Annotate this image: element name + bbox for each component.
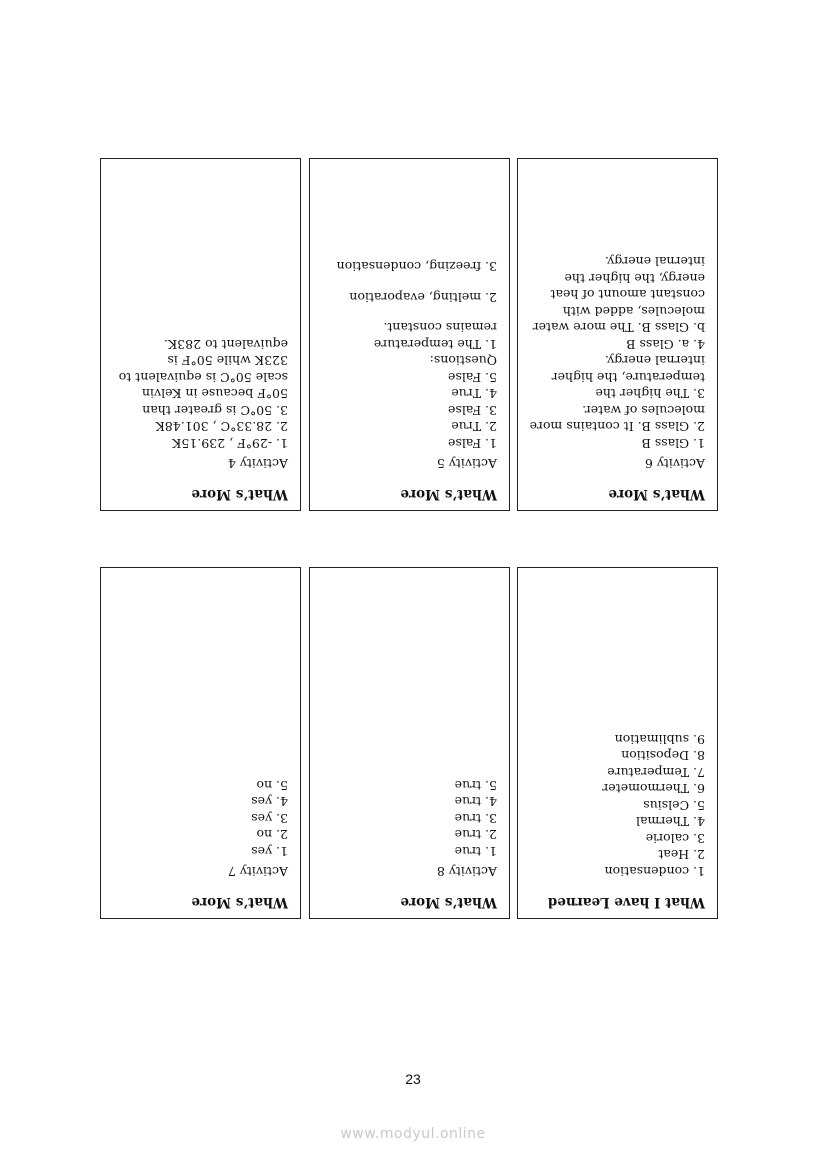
answer-item: 2. 28.33°C , 301.48K	[155, 419, 288, 435]
answer-card-activity-4	[100, 158, 301, 511]
answer-item: 1. yes	[251, 844, 288, 859]
answer-item: 2. True	[451, 419, 497, 435]
answer-card-activity-7	[100, 567, 301, 919]
answer-list	[320, 777, 497, 860]
answer-item: 1. true	[454, 844, 497, 859]
answer-item: 2. no	[256, 827, 288, 843]
answer-card-what-i-have-learned	[517, 567, 718, 919]
answer-item: 3. 50°C is greater than 50°F because in Kelvin scale 50°C is equivalent to 323K while 50°F is equivalent to 283K.	[118, 337, 288, 418]
answer-card-activity-8	[309, 567, 510, 919]
answer-item: 4. true	[454, 794, 497, 810]
card-title: What’s More	[608, 486, 705, 502]
card-subtitle: Activity 4	[227, 456, 288, 471]
answer-item: b. Glass B. The more water molecules, added with constant amount of heat energy, the higher the internal energy.	[532, 254, 705, 336]
answer-item: 5. true	[454, 778, 497, 793]
card-title: What I have Learned	[547, 894, 705, 910]
answer-item: 4. True	[451, 386, 497, 402]
card-subtitle: Activity 7	[227, 864, 288, 879]
answer-item: 9. sublimation	[614, 732, 705, 747]
answer-item: 2. melting, evaporation	[349, 290, 497, 305]
answer-list	[528, 731, 705, 880]
answer-item: 1. The temperature remains constant.	[373, 320, 497, 352]
card-title: What’s More	[191, 894, 288, 910]
answer-item: 5. False	[448, 370, 497, 385]
answer-item: 3. yes	[251, 811, 288, 826]
answer-item: 4. a. Glass B	[626, 337, 705, 352]
answer-item: 5. no	[256, 778, 288, 793]
card-title: What’s More	[400, 486, 497, 502]
answer-item: 2. Glass B. It contains more molecules of water.	[529, 403, 705, 435]
answer-card-activity-5	[309, 158, 510, 511]
card-subtitle: Activity 6	[644, 456, 705, 471]
answer-list	[528, 253, 705, 451]
answer-card-activity-6	[517, 158, 718, 511]
card-title: What’s More	[400, 894, 497, 910]
answer-item: 1. condensation	[604, 864, 705, 879]
answer-item: 4. Thermal	[636, 814, 705, 830]
answer-item: 6. Thermometer	[602, 781, 705, 797]
answer-item: 1. -29°F , 239.15K	[172, 436, 288, 451]
answer-list	[111, 777, 288, 860]
answer-item: 3. calorie	[645, 831, 705, 846]
answer-item: 3. freezing, condensation	[336, 259, 497, 275]
answer-list	[320, 258, 497, 451]
answer-list	[111, 336, 288, 452]
page-number: 23	[405, 1071, 421, 1087]
answer-item: 1. Glass B	[641, 436, 705, 451]
answer-item: 3. true	[454, 811, 497, 826]
card-subtitle: Activity 8	[436, 864, 497, 879]
answer-item: 2. Heat	[658, 847, 705, 863]
watermark-text: www.modyul.online	[340, 1126, 486, 1142]
card-subtitle: Activity 5	[436, 456, 497, 471]
answer-item: 5. Celsius	[643, 798, 705, 813]
questions-heading: Questions:	[429, 353, 497, 369]
answer-item: 2. true	[454, 827, 497, 843]
answer-item: 1. False	[448, 436, 497, 451]
answer-item: 7. Temperature	[607, 765, 705, 780]
answer-item: 4. yes	[251, 794, 288, 810]
answer-item: 8. Deposition	[621, 748, 705, 764]
card-title: What’s More	[191, 486, 288, 502]
answer-item: 3. False	[448, 403, 497, 418]
answer-item: 3. The higher the temperature, the higher internal energy.	[551, 353, 705, 402]
